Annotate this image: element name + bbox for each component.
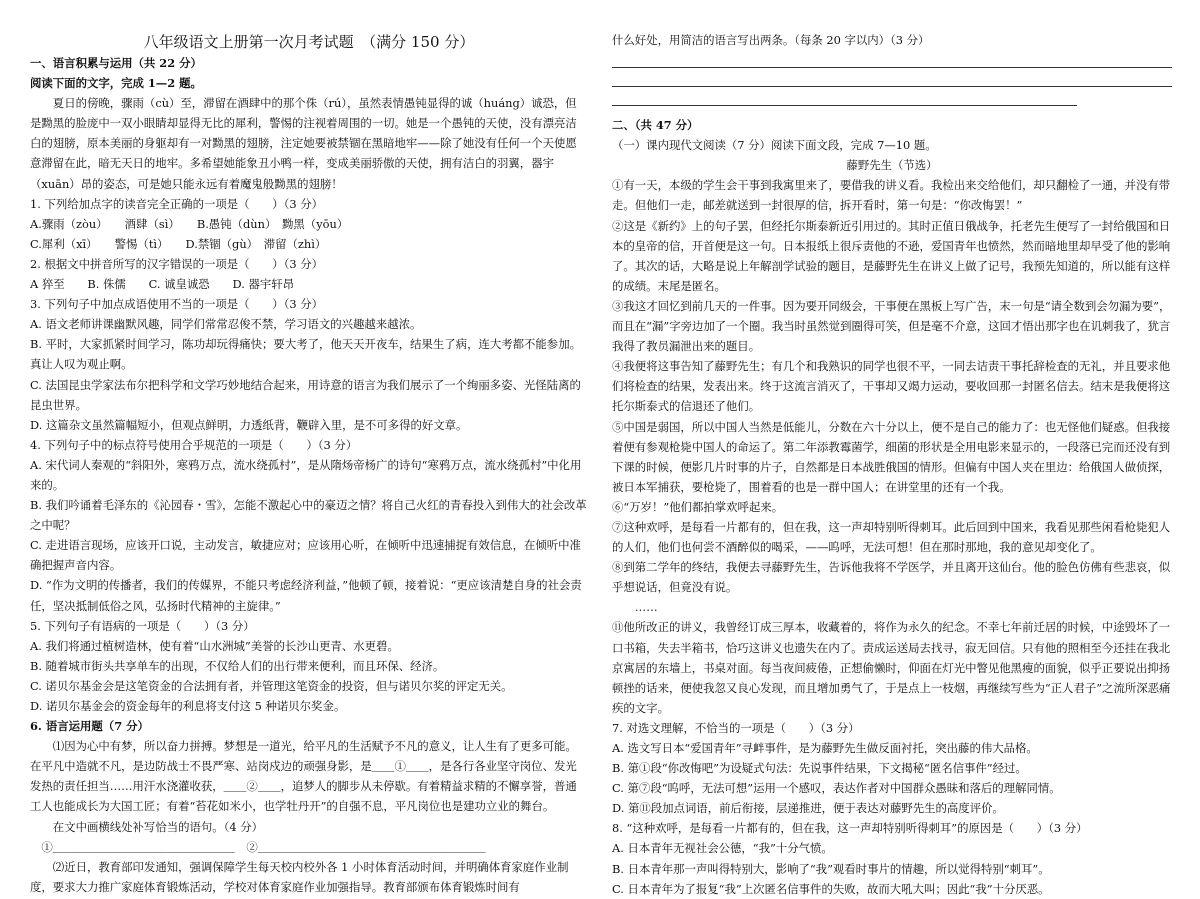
answer-line[interactable] bbox=[612, 88, 1077, 106]
text-line: 8. “这种欢呼，是每看一片都有的，但在我，这一声却特别听得刺耳”的原因是（ ）（3 分） bbox=[612, 821, 1088, 836]
text-line: ②这是《新约》上的句子罢，但经托尔斯泰新近引用过的。其时正值日俄战争，托老先生便写了一封给俄国和日本的皇帝的信，开首便是这一句。日本报纸上很斥责他的不逊，爱国青年也愤然，然而暗地里却早受了他的影响了。其次的话，大略是说上年解剖学试验的题目，是藤野先生在讲义上做了记号，我预先知道的，所以能有这样的成绩。末尾是匿名。 bbox=[612, 218, 1171, 293]
text-line: ⑤中国是弱国，所以中国人当然是低能儿，分数在六十分以上，便不是自己的能力了：也无怪他们疑惑。但我接着便有参观枪毙中国人的命运了。第二年添教霉菌学，细菌的形状是全用电影来显示的，一段落已完而还没有到下课的时候，便影几片时事的片子，自然都是日本战胜俄国的情形。但偏有中国人夹在里边：给俄国人做侦探，被日本军捕获，要枪毙了，围着看的也是一群中国人；在讲堂里的还有一个我。 bbox=[612, 419, 1171, 494]
text-line: D. 第⑪段加点词语，前后衔接，层递推进，便于表达对藤野先生的高度评价。 bbox=[612, 801, 1004, 816]
text-line: （一）课内现代文阅读（7 分）阅读下面文段，完成 7—10 题。 bbox=[612, 138, 937, 153]
text-line: ⑧到第二学年的终结，我便去寻藤野先生，告诉他我将不学医学，并且离开这仙台。他的脸色仿佛有些悲哀，似乎想说话，但竟没有说。 bbox=[612, 560, 1171, 595]
text-line: 藤野先生（节选） bbox=[846, 158, 938, 173]
text-line: B. 我们吟诵着毛泽东的《沁园春・雪》，怎能不激起心中的豪迈之情？将自己火红的青春投入到伟大的社会改革之中呢？ bbox=[30, 498, 587, 533]
text-line: C. 日本青年为了报复“我”上次匿名信事件的失败，故而大吼大叫；因此“我”十分厌恶。 bbox=[612, 881, 1050, 896]
text-line: 在文中画横线处补写恰当的语句。（4 分） bbox=[52, 819, 263, 834]
text-line: 2. 根据文中拼音所写的汉字错误的一项是（ ）（3 分） bbox=[30, 256, 324, 271]
text-line: ⑥“万岁！”他们都拍掌欢呼起来。 bbox=[612, 499, 784, 514]
text-line: A. 我们将通过植树造林，使有着“山水洲城”美誉的长沙山更青、水更碧。 bbox=[30, 638, 399, 653]
answer-line[interactable] bbox=[612, 50, 1172, 68]
left-column-body bbox=[30, 53, 588, 897]
text-line: C. 诺贝尔基金会是这笔资金的合法拥有者，并管理这笔资金的投资，但与诺贝尔奖的评定无关。 bbox=[30, 678, 513, 693]
spacer bbox=[612, 107, 1172, 115]
text-line: D. “作为文明的传播者，我们的传媒界，不能只考虑经济利益，”他顿了顿，接着说：“更应该清楚自身的社会责任，坚决抵制低俗之风，弘扬时代精神的主旋律。” bbox=[30, 578, 582, 613]
text-line: 6. 语言运用题（7 分） bbox=[30, 719, 149, 734]
text-line: ⑴因为心中有梦，所以奋力拼搏。梦想是一道光，给平凡的生活赋予不凡的意义，让人生有了更多可能。在平凡中造就不凡，是边防战士不畏严寒、站岗戍边的顽强身影，是＿＿①＿＿，是各行各业坚守岗位、发光发热的责任担当……用汗水浇灌收获，＿＿②＿＿，追梦人的脚步从未停歇。有着精益求精的不懈享誉，普通工人也能成长为大国工匠；有着“苔花如米小，也学牡丹开”的自强不息，平凡岗位也是建功立业的舞台。 bbox=[30, 739, 577, 814]
text-line: ③我这才回忆到前几天的一件事。因为要开同级会，干事便在黑板上写广告，末一句是“请全数到会勿漏为要”，而且在“漏”字旁边加了一个圈。我当时虽然觉到圈得可笑，但是毫不介意，这回才悟出那字也在讥刺我了，犹言我得了教员漏泄出来的题目。 bbox=[612, 298, 1171, 354]
text-line: 阅读下面的文字，完成 1—2 题。 bbox=[30, 76, 202, 91]
text-line: A. 语文老师讲课幽默风趣，同学们常常忍俊不禁，学习语文的兴趣越来越浓。 bbox=[30, 317, 422, 332]
text-line: ④我便将这事告知了藤野先生；有几个和我熟识的同学也很不平，一同去诘责干事托辞检查的无礼，并且要求他们将检查的结果，发表出来。终于这流言消灭了，干事却又竭力运动，要收回那一封匿名信去。结末是我便将这托尔斯泰式的信退还了他们。 bbox=[612, 359, 1171, 414]
text-line: C.犀利（xī） 警惕（tì） D.禁锢（gù） 滞留（zhì） bbox=[30, 236, 327, 251]
text-line: ①＿＿＿＿＿＿＿＿＿＿＿＿＿＿＿＿ ②＿＿＿＿＿＿＿＿＿＿＿＿＿＿＿＿＿＿＿＿ bbox=[30, 839, 486, 854]
text-line: A. 日本青年无视社会公德，“我”十分气愤。 bbox=[612, 841, 833, 856]
text-line: 5. 下列句子有语病的一项是（ ）（3 分） bbox=[30, 618, 255, 633]
text-line: C. 走进语言现场，应该开口说，主动发言，敏捷应对；应该用心听，在倾听中迅速捕捉有效信息，在倾听中准确把握声音内容。 bbox=[30, 538, 581, 573]
text-line: ⑪他所改正的讲义，我曾经订成三厚本，收藏着的，将作为永久的纪念。不幸七年前迁居的时候，中途毁坏了一口书箱，失去半箱书，恰巧这讲义也遗失在内了。责成运送局去找寻，寂无回信。只有他的照相至今还挂在我北京寓居的东墙上，书桌对面。每当夜间疲倦，正想偷懒时，仰面在灯光中瞥见他黑瘦的面貌，似乎正要说出抑扬顿挫的话来，便使我忽又良心发现，而且增加勇气了，于是点上一枝烟，再继续写些为“正人君子”之流所深恶痛疾的文字。 bbox=[612, 620, 1171, 715]
text-line: 4. 下列句子中的标点符号使用合乎规范的一项是（ ）（3 分） bbox=[30, 437, 358, 452]
text-line: B. 第①段“你改悔吧”为设疑式句法：先说事件结果，下文揭秘“匿名信事件”经过。 bbox=[612, 761, 1027, 776]
text-line: 1. 下列给加点字的读音完全正确的一项是（ ）（3 分） bbox=[30, 196, 324, 211]
text-line: ⑦这种欢呼，是每看一片都有的，但在我，这一声却特别听得刺耳。此后回到中国来，我看见那些闲看枪毙犯人的人们，他们也何尝不酒醉似的喝采，——呜呼，无法可想！但在那时那地，我的意见却变化了。 bbox=[612, 519, 1171, 555]
text-line: 夏日的傍晚，骤雨（cù）至，滞留在酒肆中的那个侏（rú），虽然表情愚钝显得的诚（huáng）诚恐，但是黝黑的脸庞中一双小眼睛却显得无比的犀利，警惕的注视着周围的一切。她是一个愚钝的天使，没有漂亮洁白的翅膀，原本美丽的身躯却有一对黝黑的翅膀，注定她要被禁锢在黑暗地牢——除了她没有任何一个天使愿意滞留在此，暗无天日的地牢。多希望她能象丑小鸭一样，变成美丽骄傲的天使，拥有洁白的羽翼，器宇（xuān）昂的姿态，可是她只能永远有着魔鬼般黝黑的翅膀！ bbox=[30, 96, 577, 191]
text-line: B. 平时，大家抓紧时间学习，陈功却玩得痛快；要大考了，他天天开夜车，结果生了病，连大考都不能参加。真让人叹为观止啊。 bbox=[30, 337, 581, 372]
text-line: A.骤雨（zòu） 酒肆（sì） B.愚钝（dùn） 黝黑（yōu） bbox=[30, 216, 349, 231]
text-line: 3. 下列句子中加点成语使用不当的一项是（ ）（3 分） bbox=[30, 297, 324, 312]
text-line: 7. 对选文理解，不恰当的一项是（ ）（3 分） bbox=[612, 720, 860, 735]
answer-line[interactable] bbox=[612, 69, 1172, 87]
right-column bbox=[612, 30, 1172, 899]
text-line: 一、语言积累与运用（共 22 分） bbox=[30, 56, 202, 70]
question-6-continuation: 什么好处，用简洁的语言写出两条。（每条 20 字以内）（3 分） bbox=[612, 33, 930, 47]
text-line: A. 宋代词人秦观的“斜阳外，寒鸦万点，流水绕孤村”，是从隋炀帝杨广的诗句“寒鸦万点，流水绕孤村”中化用来的。 bbox=[30, 457, 582, 492]
text-line: A 猝至 B. 侏儒 C. 诚皇诚恐 D. 器宇轩昂 bbox=[30, 277, 295, 292]
text-line: D. 诺贝尔基金会的资金每年的利息将支付这 5 种诺贝尔奖金。 bbox=[30, 699, 346, 713]
right-column-body bbox=[612, 115, 1172, 899]
text-line: C. 法国昆虫学家法布尔把科学和文学巧妙地结合起来，用诗意的语言为我们展示了一个绚丽多姿、光怪陆离的昆虫世界。 bbox=[30, 377, 581, 412]
text-line: A. 选文写日本“爱国青年”寻衅事件，是为藤野先生做反面衬托，突出藤的伟大品格。 bbox=[612, 741, 1038, 755]
exam-title: 八年级语文上册第一次月考试题 （满分 150 分） bbox=[143, 33, 475, 51]
text-line: B. 随着城市街头共享单车的出现，不仅给人们的出行带来便利，而且环保、经济。 bbox=[30, 658, 445, 673]
left-column bbox=[30, 30, 588, 897]
text-line: …… bbox=[634, 600, 658, 615]
text-line: ①有一天，本级的学生会干事到我寓里来了，要借我的讲义看。我检出来交给他们，却只翻检了一通，并没有带走。但他们一走，邮差就送到一封很厚的信，拆开看时，第一句是：“你改悔罢！” bbox=[612, 178, 1171, 213]
text-line: D. 这篇杂文虽然篇幅短小，但观点鲜明，力透纸背，鞭辟入里，是不可多得的好文章。 bbox=[30, 417, 468, 432]
text-line: ⑵近日，教育部印发通知，强调保障学生每天校内校外各 1 小时体育活动时间，并明确体育家庭作业制度，要求大力推广家庭体育锻炼活动，学校对体育家庭作业加强指导。教育部颁布体育锻炼时间有 bbox=[30, 859, 569, 894]
text-line: B. 日本青年那一声叫得特别大，影响了“我”观看时事片的情趣，所以觉得特别“刺耳”。 bbox=[612, 861, 1050, 876]
text-line: 二、（共 47 分） bbox=[612, 118, 699, 133]
text-line: C. 第⑦段“呜呼，无法可想”运用一个感叹，表达作者对中国群众愚昧和落后的理解同情。 bbox=[612, 781, 1061, 796]
